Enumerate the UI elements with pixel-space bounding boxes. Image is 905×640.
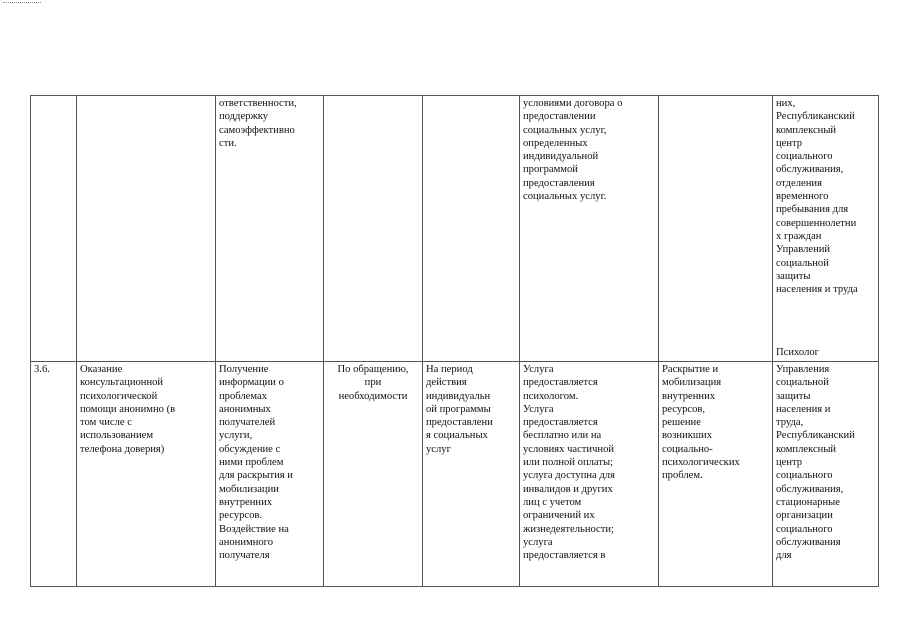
services-table: [30, 95, 879, 587]
cell-providers: них, Республиканский комплексный центр социального обслуживания, отделения временного пребывания для совершеннолетни х граждан Управлений социальной защиты населения и труда Психолог: [773, 96, 879, 362]
cell-term: [423, 96, 520, 362]
cell-providers: Управления социальной защиты населения и труда, Республиканский комплексный центр социального обслуживания, стационарные организации социального обслуживания для: [773, 362, 879, 587]
cell-conditions: Услуга предоставляется психологом. Услуга предоставляется бесплатно или на условиях частичной или полной оплаты; услуга доступна для инвалидов и других лиц с учетом ограничений их жизнедеятельности; услуга предоставляется в: [520, 362, 659, 587]
cell-content: Получение информации о проблемах анонимных получателей услуги, обсуждение с ними проблем для раскрытия и мобилизации внутренних ресурсов. Воздействие на анонимного получателя: [216, 362, 324, 587]
cell-number: 3.6.: [31, 362, 77, 587]
cell-content: ответственности, поддержку самоэффективно сти.: [216, 96, 324, 362]
providers-tail: Психолог: [776, 346, 820, 358]
cell-periodicity: По обращению, при необходимости: [324, 362, 423, 587]
page-corner-mark: [3, 2, 41, 3]
cell-service-name: Оказание консультационной психологической помощи анонимно (в том числе с использованием телефона доверия): [77, 362, 216, 587]
cell-periodicity: [324, 96, 423, 362]
cell-number: [31, 96, 77, 362]
cell-term: На период действия индивидуальн ой программы предоставлени я социальных услуг: [423, 362, 520, 587]
cell-conditions: условиями договора о предоставлении социальных услуг, определенных индивидуальной программой предоставления социальных услуг.: [520, 96, 659, 362]
cell-indicators: Раскрытие и мобилизация внутренних ресурсов, решение возникших социально- психологических проблем.: [659, 362, 773, 587]
table-row: [31, 96, 879, 362]
table-row: [31, 362, 879, 587]
cell-indicators: [659, 96, 773, 362]
cell-service-name: [77, 96, 216, 362]
